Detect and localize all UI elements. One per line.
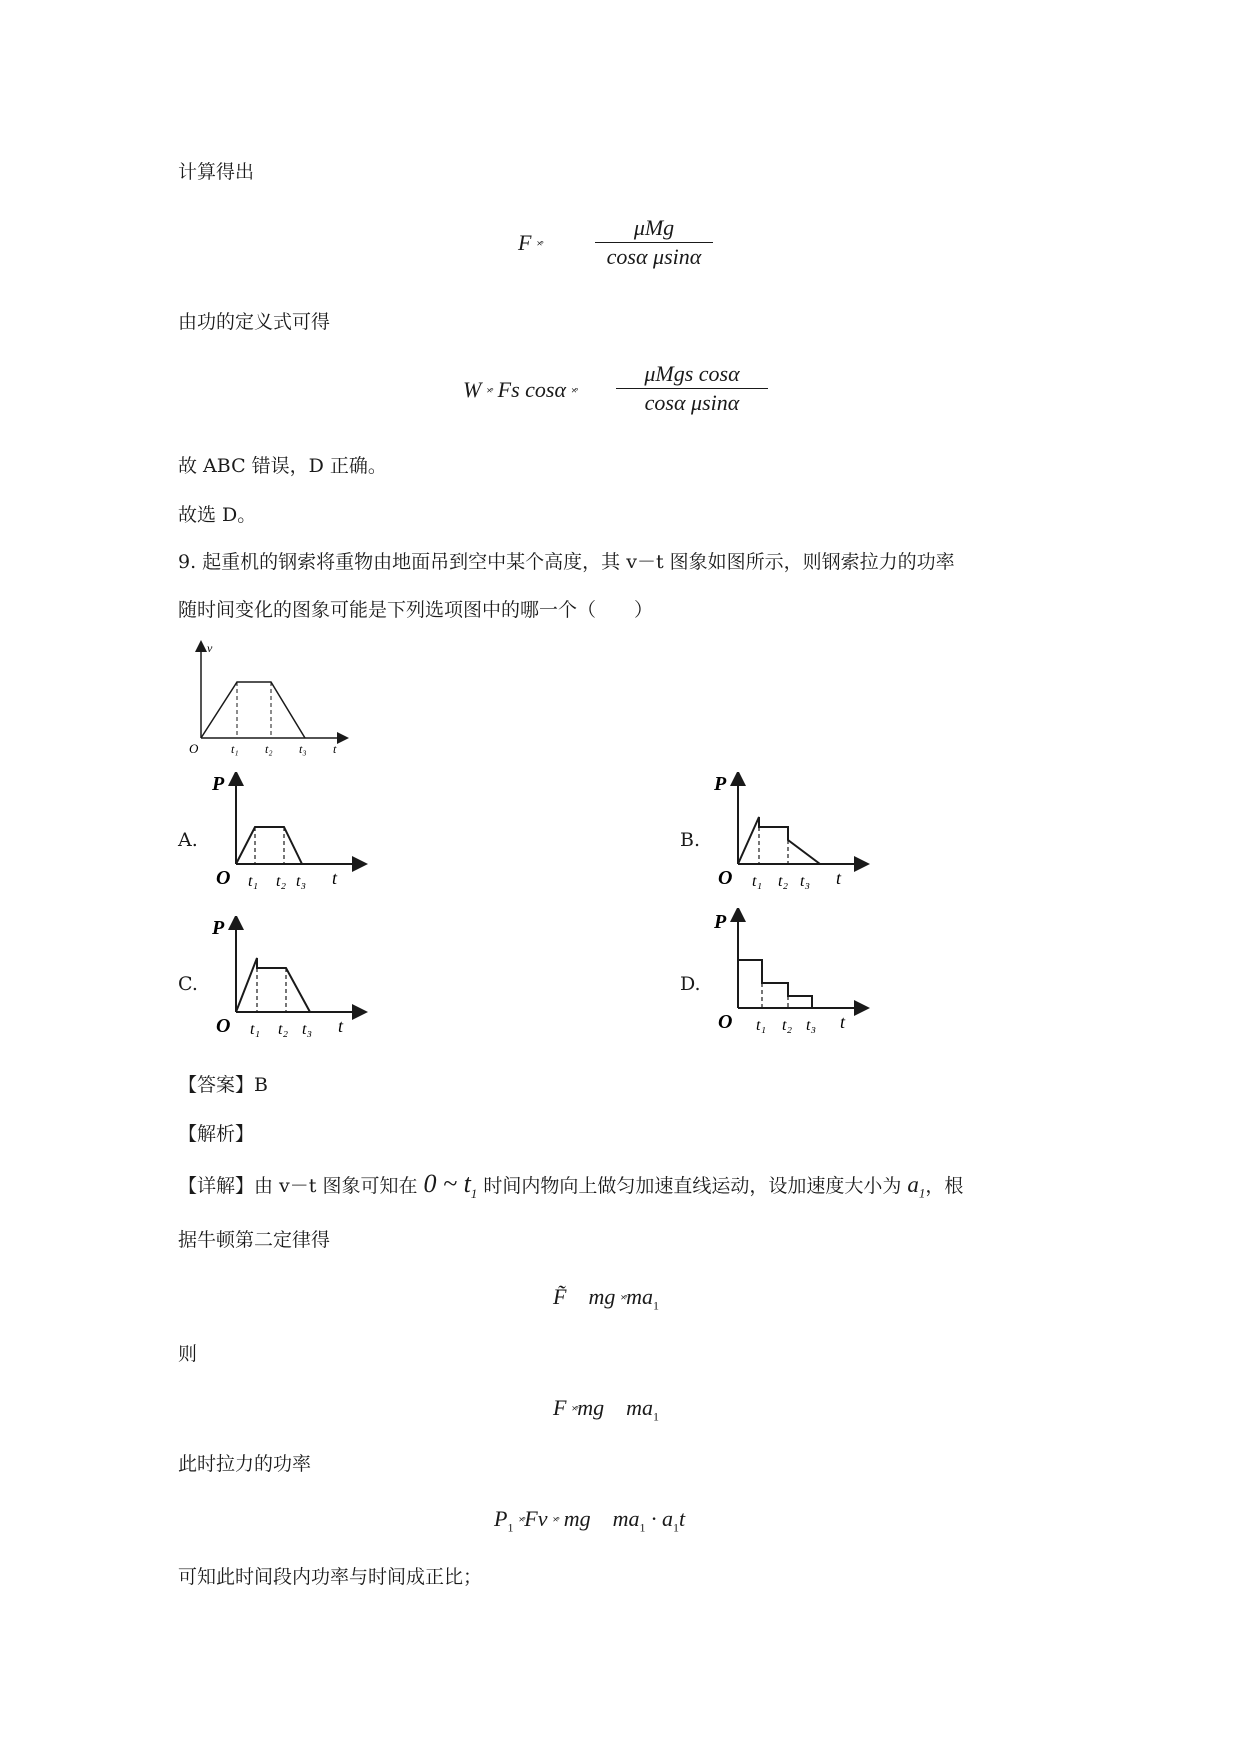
svg-text:t₁: t₁ (250, 1021, 261, 1038)
svg-text:P: P (714, 773, 727, 795)
option-c-label[interactable]: C. (178, 973, 198, 995)
answer-text: 【答案】B (178, 1074, 268, 1096)
detail-line1: 【详解】由 v－t 图象可知在 0 ~ $t_1$ 时间内物向上做匀加速直线运动，设加速度大小为 $a_1$，根 (178, 1169, 964, 1202)
svg-text:O: O (189, 741, 199, 756)
garbled-equals-symbol: ˟˚ (536, 238, 543, 253)
choose-d-text: 故选 D。 (178, 504, 257, 526)
option-b-label[interactable]: B. (680, 829, 701, 851)
eq3: F̃ mg $˟˚ma_1$ (553, 1284, 660, 1313)
eq1-numerator: μMg (633, 215, 675, 240)
vt-graph (185, 640, 355, 760)
eq5: $P_1$ ˟˚Fv ˟˚ mg $ma_1 \cdot a_1t$ (494, 1506, 686, 1535)
eq4: F ˟˚mg $ma_1$ (553, 1395, 660, 1424)
svg-text:t: t (836, 868, 842, 888)
option-b-graph[interactable] (712, 772, 872, 892)
svg-text:t₁: t₁ (752, 873, 763, 890)
eq2-fraction (616, 360, 768, 417)
svg-text:P: P (212, 917, 225, 939)
svg-text:t₃: t₃ (800, 873, 811, 890)
power-now-text: 此时拉力的功率 (178, 1453, 312, 1475)
svg-text:P: P (212, 773, 225, 795)
then-text: 则 (178, 1343, 198, 1365)
eq1-fraction (595, 214, 713, 271)
eq2-lhs: W ˟˚ Fs cosα ˟˚ (463, 377, 577, 402)
proportional-text: 可知此时间段内功率与时间成正比； (178, 1566, 483, 1588)
svg-text:t₂: t₂ (276, 873, 287, 890)
svg-text:O: O (718, 1011, 733, 1033)
svg-text:t₂: t₂ (778, 873, 789, 890)
option-d-graph[interactable] (712, 908, 872, 1038)
svg-text:t₁: t₁ (248, 873, 259, 890)
eq1-denominator: cosα μsinα (606, 244, 702, 269)
vt-curve (201, 682, 305, 738)
vt-y-label: v (207, 641, 213, 655)
question-9-line1: 9. 起重机的钢索将重物由地面吊到空中某个高度，其 v－t 图象如图所示，则钢索拉力的功率 (178, 551, 955, 573)
analysis-heading: 【解析】 (178, 1123, 255, 1145)
svg-text:t₁: t₁ (231, 742, 239, 756)
svg-text:t₃: t₃ (806, 1017, 817, 1034)
svg-text:t₃: t₃ (299, 742, 307, 756)
option-a-graph[interactable] (210, 772, 370, 892)
newton-law-text: 据牛顿第二定律得 (178, 1229, 331, 1251)
svg-text:t₃: t₃ (302, 1021, 313, 1038)
svg-text:t₂: t₂ (782, 1017, 793, 1034)
svg-text:O: O (216, 1015, 231, 1037)
eq1-lhs: F ˟˚ (518, 230, 543, 255)
eq2-denominator: cosα μsinα (644, 390, 740, 415)
svg-text:t₃: t₃ (296, 873, 307, 890)
calc-text: 计算得出 (178, 161, 255, 183)
option-a-label[interactable]: A. (178, 829, 198, 851)
svg-text:t: t (332, 868, 338, 888)
svg-text:O: O (216, 867, 231, 889)
svg-text:t₁: t₁ (756, 1017, 767, 1034)
option-d-label[interactable]: D. (680, 973, 701, 995)
svg-text:t: t (840, 1012, 846, 1032)
svg-text:t: t (333, 742, 337, 756)
svg-text:O: O (718, 867, 733, 889)
abc-wrong-text: 故 ABC 错误，D 正确。 (178, 455, 387, 477)
svg-text:P: P (714, 911, 727, 933)
svg-text:t₂: t₂ (278, 1021, 289, 1038)
work-def-text: 由功的定义式可得 (178, 311, 331, 333)
svg-text:t: t (338, 1016, 344, 1036)
eq2-numerator: μMgs cosα (644, 361, 740, 386)
option-c-graph[interactable] (210, 916, 370, 1040)
svg-text:t₂: t₂ (265, 742, 273, 756)
question-9-line2: 随时间变化的图象可能是下列选项图中的哪一个（ ） (178, 599, 654, 621)
